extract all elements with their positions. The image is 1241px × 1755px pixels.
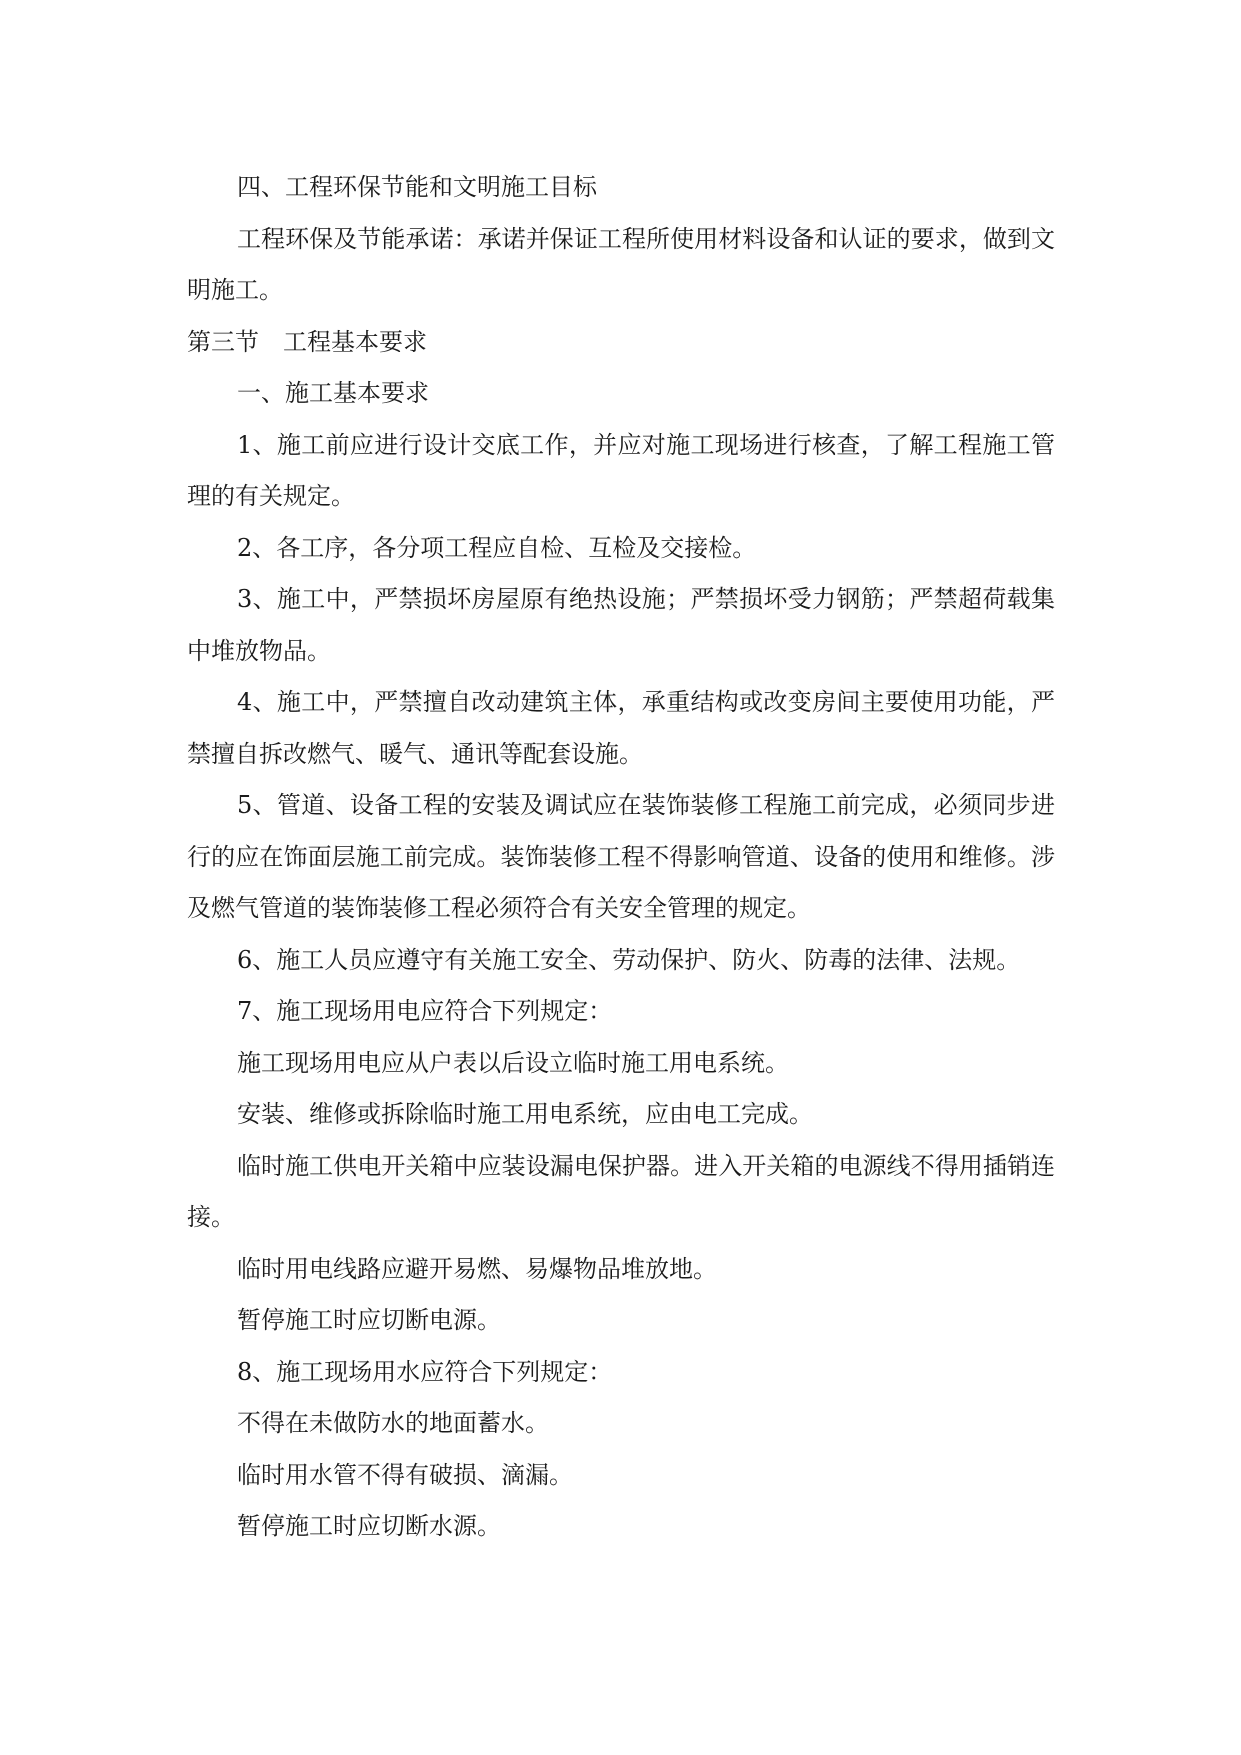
paragraph: 8、施工现场用水应符合下列规定： xyxy=(237,1357,613,1386)
paragraph: 临时用水管不得有破损、滴漏。 xyxy=(237,1460,573,1489)
paragraph: 7、施工现场用电应符合下列规定： xyxy=(237,997,613,1025)
paragraph: 四、工程环保节能和文明施工目标 xyxy=(237,173,597,201)
paragraph: 3、施工中，严禁损坏房屋原有绝热设施；严禁损坏受力钢筋；严禁超荷载集中堆放物品。 xyxy=(187,585,1055,665)
paragraph: 暂停施工时应切断水源。 xyxy=(237,1512,501,1540)
paragraph: 工程环保及节能承诺：承诺并保证工程所使用材料设备和认证的要求，做到文明施工。 xyxy=(187,224,1055,304)
paragraph: 临时施工供电开关箱中应装设漏电保护器。进入开关箱的电源线不得用插销连接。 xyxy=(187,1151,1055,1231)
paragraph: 1、施工前应进行设计交底工作，并应对施工现场进行核查，了解工程施工管理的有关规定。 xyxy=(187,430,1055,510)
paragraph: 4、施工中，严禁擅自改动建筑主体，承重结构或改变房间主要使用功能，严禁擅自拆改燃气、暖气、通讯等配套设施。 xyxy=(187,688,1055,768)
document-body xyxy=(187,162,1055,1553)
paragraph: 临时用电线路应避开易燃、易爆物品堆放地。 xyxy=(237,1254,717,1283)
paragraph: 不得在未做防水的地面蓄水。 xyxy=(237,1409,549,1437)
section-heading: 第三节 工程基本要求 xyxy=(187,327,427,356)
paragraph: 2、各工序，各分项工程应自检、互检及交接检。 xyxy=(237,533,757,562)
paragraph: 6、施工人员应遵守有关施工安全、劳动保护、防火、防毒的法律、法规。 xyxy=(237,945,1021,974)
paragraph: 5、管道、设备工程的安装及调试应在装饰装修工程施工前完成，必须同步进行的应在饰面层施工前完成。装饰装修工程不得影响管道、设备的使用和维修。涉及燃气管道的装饰装修工程必须符合有关安全管理的规定。 xyxy=(187,791,1055,922)
paragraph: 暂停施工时应切断电源。 xyxy=(237,1306,501,1334)
paragraph: 施工现场用电应从户表以后设立临时施工用电系统。 xyxy=(237,1048,789,1077)
subsection-heading: 一、施工基本要求 xyxy=(237,379,429,407)
paragraph: 安装、维修或拆除临时施工用电系统，应由电工完成。 xyxy=(237,1100,813,1128)
